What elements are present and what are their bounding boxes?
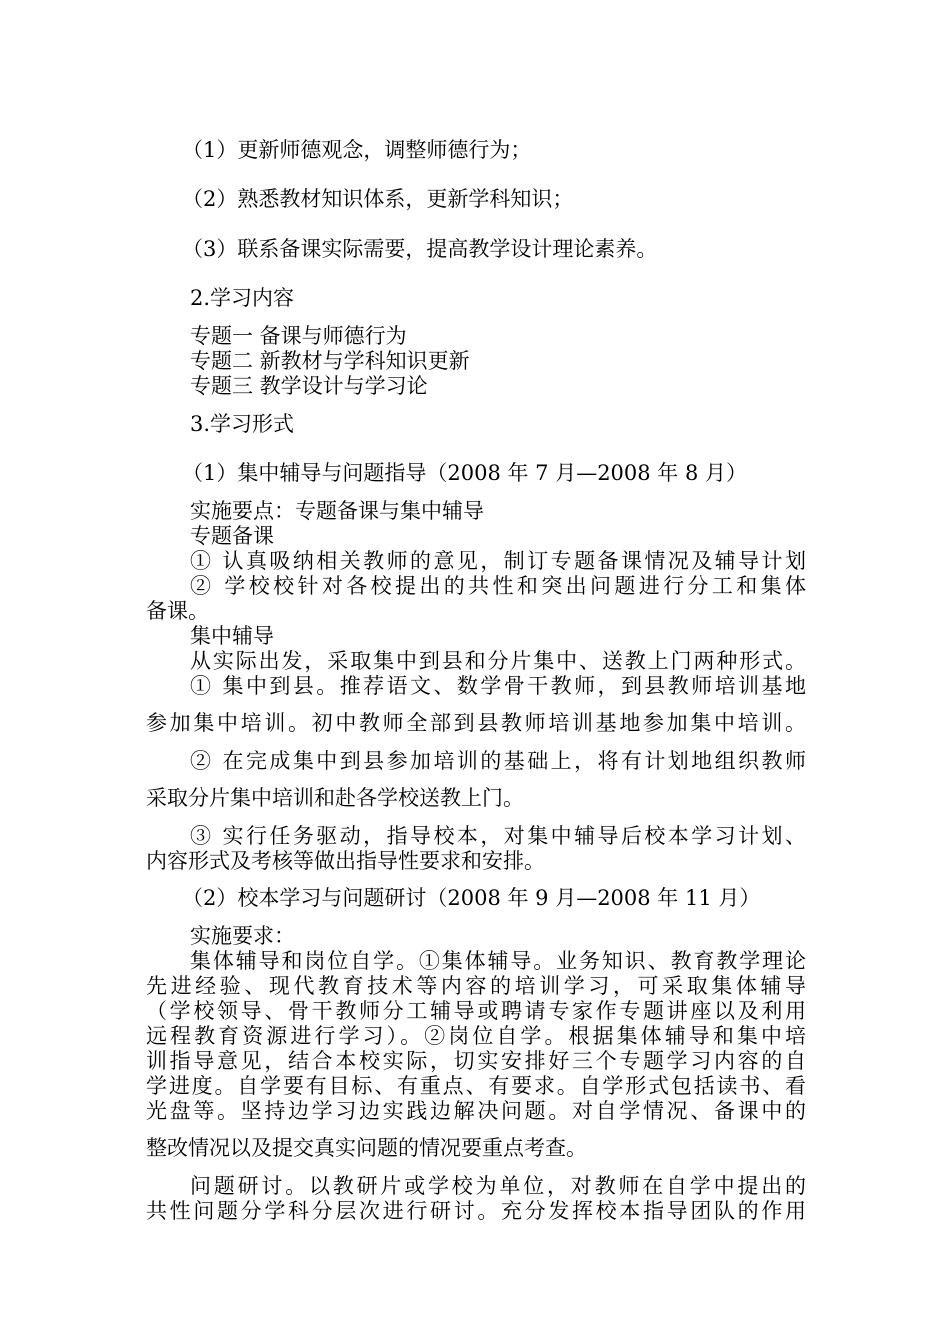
body-line: 训指导意见，结合本校实际，切实安排好三个专题学习内容的自 — [146, 1049, 806, 1073]
subsection-heading-2: （2）校本学习与问题研讨（2008 年 9 月—2008 年 11 月） — [182, 886, 761, 910]
body-line: ① 集中到县。推荐语文、数学骨干教师，到县教师培训基地 — [190, 674, 806, 698]
body-line: 专题备课 — [190, 524, 274, 548]
body-line: ① 认真吸纳相关教师的意见，制订专题备课情况及辅导计划 — [190, 549, 806, 573]
body-line: 先进经验、现代教育技术等内容的培训学习，可采取集体辅导 — [146, 974, 806, 998]
body-line: 问题研讨。以教研片或学校为单位，对教师在自学中提出的 — [190, 1174, 806, 1198]
section-heading-form: 3.学习形式 — [190, 412, 295, 436]
topic-line-1: 专题一 备课与师德行为 — [190, 324, 407, 348]
body-line: 实施要点：专题备课与集中辅导 — [190, 499, 484, 523]
body-line: 参加集中培训。初中教师全部到县教师培训基地参加集中培训。 — [146, 711, 806, 735]
topic-line-2: 专题二 新教材与学科知识更新 — [190, 349, 470, 373]
section-heading-content: 2.学习内容 — [190, 286, 295, 310]
body-line: ② 学校校针对各校提出的共性和突出问题进行分工和集体 — [190, 574, 806, 598]
body-line: 整改情况以及提交真实问题的情况要重点考查。 — [146, 1136, 587, 1160]
body-line: 从实际出发，采取集中到县和分片集中、送教上门两种形式。 — [190, 649, 806, 673]
body-line: 集体辅导和岗位自学。①集体辅导。业务知识、教育教学理论 — [190, 949, 806, 973]
body-line: 学进度。自学要有目标、有重点、有要求。自学形式包括读书、看 — [146, 1074, 806, 1098]
topic-line-3: 专题三 教学设计与学习论 — [190, 374, 428, 398]
body-line: 实施要求： — [190, 924, 295, 948]
body-line: （学校领导、骨干教师分工辅导或聘请专家作专题讲座以及利用 — [146, 999, 806, 1023]
body-line: 集中辅导 — [190, 624, 274, 648]
body-line: 共性问题分学科分层次进行研讨。充分发挥校本指导团队的作用 — [146, 1199, 806, 1223]
body-line: 远程教育资源进行学习）。②岗位自学。根据集体辅导和集中培 — [146, 1024, 806, 1048]
subsection-heading-1: （1）集中辅导与问题指导（2008 年 7 月—2008 年 8 月） — [182, 461, 748, 485]
body-line: ③ 实行任务驱动，指导校本，对集中辅导后校本学习计划、 — [190, 824, 806, 848]
goal-line-2: （2）熟悉教材知识体系，更新学科知识； — [182, 187, 574, 211]
body-line: 内容形式及考核等做出指导性要求和安排。 — [146, 849, 545, 873]
body-line: 采取分片集中培训和赴各学校送教上门。 — [146, 786, 524, 810]
body-line: 光盘等。坚持边学习边实践边解决问题。对自学情况、备课中的 — [146, 1099, 806, 1123]
goal-line-1: （1）更新师德观念，调整师德行为； — [182, 138, 532, 162]
body-line: 备课。 — [146, 599, 209, 623]
body-line: ② 在完成集中到县参加培训的基础上，将有计划地组织教师 — [190, 749, 806, 773]
goal-line-3: （3）联系备课实际需要，提高教学设计理论素养。 — [182, 237, 658, 261]
